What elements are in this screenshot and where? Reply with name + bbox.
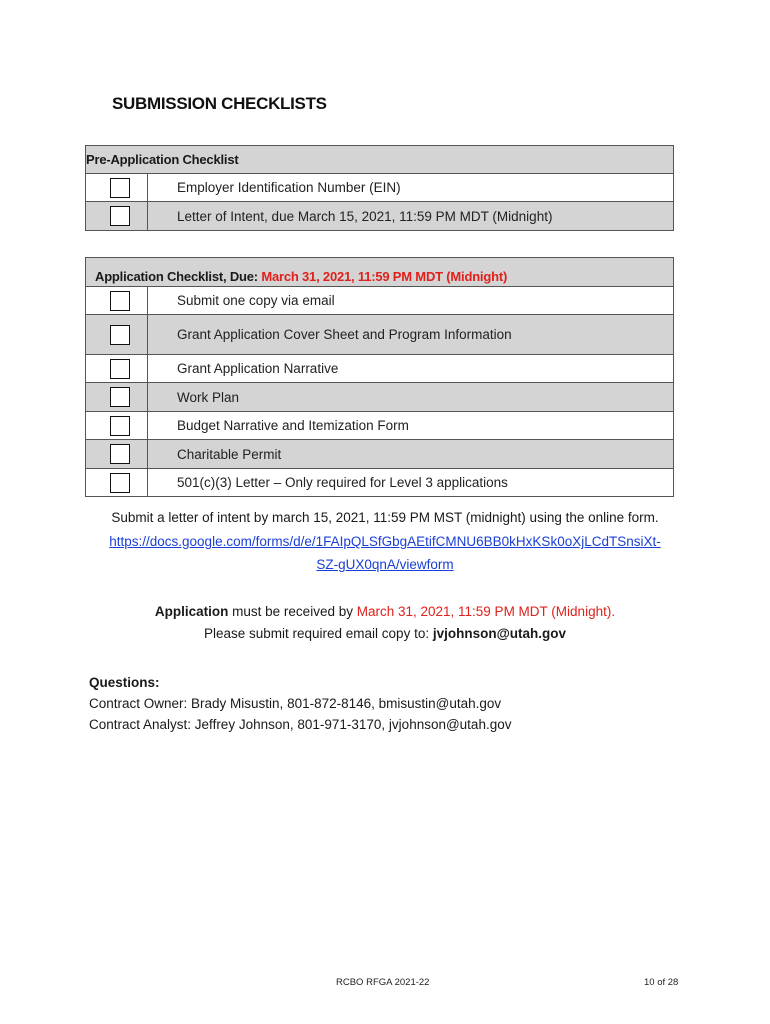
deadline-middle: must be received by bbox=[228, 604, 357, 619]
intent-form-link-continued[interactable]: SZ-gUX0qnA/viewform bbox=[316, 557, 454, 572]
questions-title: Questions: bbox=[89, 675, 160, 690]
contract-owner: Contract Owner: Brady Misustin, 801-872-8146, bmisustin@utah.gov bbox=[89, 696, 502, 711]
checkbox[interactable] bbox=[110, 444, 130, 464]
pre-application-header: Pre-Application Checklist bbox=[86, 146, 674, 174]
checkbox[interactable] bbox=[110, 416, 130, 436]
application-header-due: March 31, 2021, 11:59 PM MDT (Midnight) bbox=[261, 268, 508, 284]
checklist-item-label: Grant Application Narrative bbox=[148, 355, 674, 383]
checkbox[interactable] bbox=[110, 473, 130, 493]
table-row bbox=[86, 355, 674, 383]
table-row bbox=[86, 440, 674, 469]
email-line bbox=[0, 626, 770, 641]
deadline-bold-word: Application bbox=[154, 604, 229, 619]
checklist-item-label: Work Plan bbox=[148, 383, 674, 412]
application-header bbox=[86, 258, 674, 287]
footer-doc-id: RCBO RFGA 2021-22 bbox=[336, 977, 430, 988]
checkbox[interactable] bbox=[110, 387, 130, 407]
checklist-item-label: Employer Identification Number (EIN) bbox=[148, 174, 674, 202]
table-row bbox=[86, 469, 674, 497]
contract-analyst: Contract Analyst: Jeffrey Johnson, 801-971-3170, jvjohnson@utah.gov bbox=[89, 717, 512, 732]
deadline-due: March 31, 2021, 11:59 PM MDT (Midnight). bbox=[356, 604, 616, 619]
checkbox[interactable] bbox=[110, 178, 130, 198]
submission-email[interactable]: jvjohnson@utah.gov bbox=[432, 626, 567, 641]
application-checklist-table bbox=[85, 257, 674, 497]
deadline-line bbox=[0, 604, 770, 619]
checkbox[interactable] bbox=[110, 325, 130, 345]
checklist-item-label: Submit one copy via email bbox=[148, 287, 674, 315]
table-row bbox=[86, 202, 674, 231]
checklist-item-label: Charitable Permit bbox=[148, 440, 674, 469]
table-row bbox=[86, 287, 674, 315]
checkbox[interactable] bbox=[110, 291, 130, 311]
footer-page-number: 10 of 28 bbox=[644, 977, 679, 988]
checkbox[interactable] bbox=[110, 359, 130, 379]
checklist-item-label: Budget Narrative and Itemization Form bbox=[148, 412, 674, 440]
intent-form-link[interactable]: https://docs.google.com/forms/d/e/1FAIpQLSfGbgAEtifCMNU6BB0kHxKSk0oXjLCdTSnsiXt- bbox=[109, 534, 661, 549]
email-prefix: Please submit required email copy to: bbox=[203, 626, 433, 641]
checklist-item-label: 501(c)(3) Letter – Only required for Level 3 applications bbox=[148, 469, 674, 497]
table-row bbox=[86, 412, 674, 440]
pre-application-checklist-table bbox=[85, 145, 674, 231]
table-row bbox=[86, 315, 674, 355]
intent-note: Submit a letter of intent by march 15, 2021, 11:59 PM MST (midnight) using the online form. bbox=[111, 510, 659, 525]
page-title: SUBMISSION CHECKLISTS bbox=[112, 94, 327, 113]
questions-section bbox=[89, 672, 511, 735]
checklist-item-label: Letter of Intent, due March 15, 2021, 11:59 PM MDT (Midnight) bbox=[148, 202, 674, 231]
table-row bbox=[86, 174, 674, 202]
table-row bbox=[86, 383, 674, 412]
application-header-prefix: Application Checklist, Due: bbox=[95, 268, 262, 284]
checklist-item-label: Grant Application Cover Sheet and Program Information bbox=[148, 315, 674, 355]
checkbox[interactable] bbox=[110, 206, 130, 226]
